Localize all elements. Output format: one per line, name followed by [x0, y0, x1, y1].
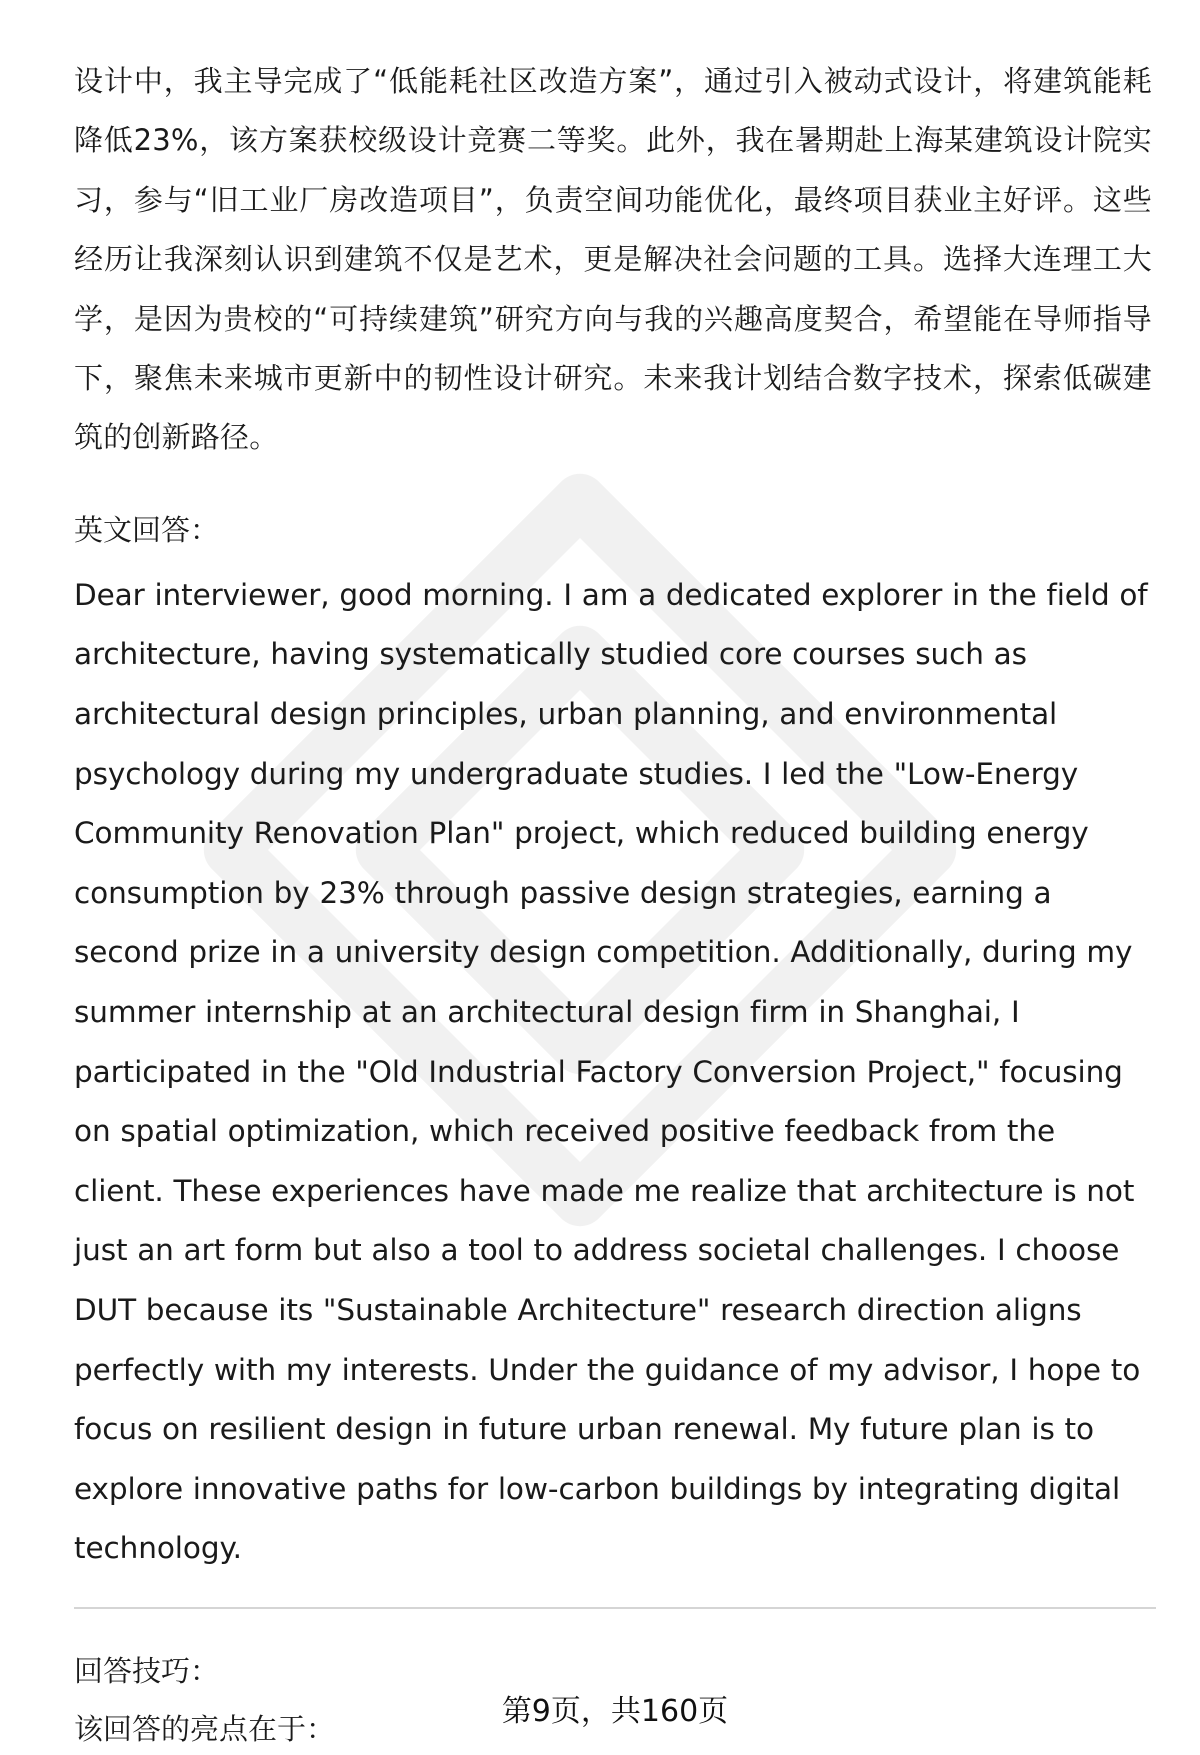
answer-highlight-label: 该回答的亮点在于：	[74, 1711, 336, 1746]
answer-tips-label: 回答技巧：	[74, 1653, 220, 1688]
page-number: 第9页，共160页	[501, 1694, 729, 1729]
section-divider	[74, 1607, 1156, 1609]
english-answer-paragraph: Dear interviewer, good morning. I am a dedicated explorer in the field of architecture, having systematically studied core courses such as architectural design principles, urban planning, and environmental psychology during my undergraduate studies. I led the "Low-Energy Community Renovation Plan" project, which reduced building energy consumption by 23% through passive design strategies, earning a second prize in a university design competition. Additionally, during my summer internship at an architectural design firm in Shanghai, I participated in the "Old Industrial Factory Conversion Project," focusing on spatial optimization, which received positive feedback from the client. These experiences have made me realize that architecture is not just an art form but also a tool to address societal challenges. I choose DUT because its "Sustainable Architecture" research direction aligns perfectly with my interests. Under the guidance of my advisor, I hope to focus on resilient design in future urban renewal. My future plan is to explore innovative paths for low-carbon buildings by integrating digital technology.	[74, 577, 1148, 1566]
english-answer-label: 英文回答：	[74, 512, 220, 547]
chinese-answer-paragraph: 设计中，我主导完成了“低能耗社区改造方案”，通过引入被动式设计，将建筑能耗降低23%，该方案获校级设计竞赛二等奖。此外，我在暑期赴上海某建筑设计院实习，参与“旧工业厂房改造项目”，负责空间功能优化，最终项目获业主好评。这些经历让我深刻认识到建筑不仅是艺术，更是解决社会问题的工具。选择大连理工大学，是因为贵校的“可持续建筑”研究方向与我的兴趣高度契合，希望能在导师指导下，聚焦未来城市更新中的韧性设计研究。未来我计划结合数字技术，探索低碳建筑的创新路径。	[74, 64, 1152, 455]
document-content	[74, 52, 1152, 1749]
